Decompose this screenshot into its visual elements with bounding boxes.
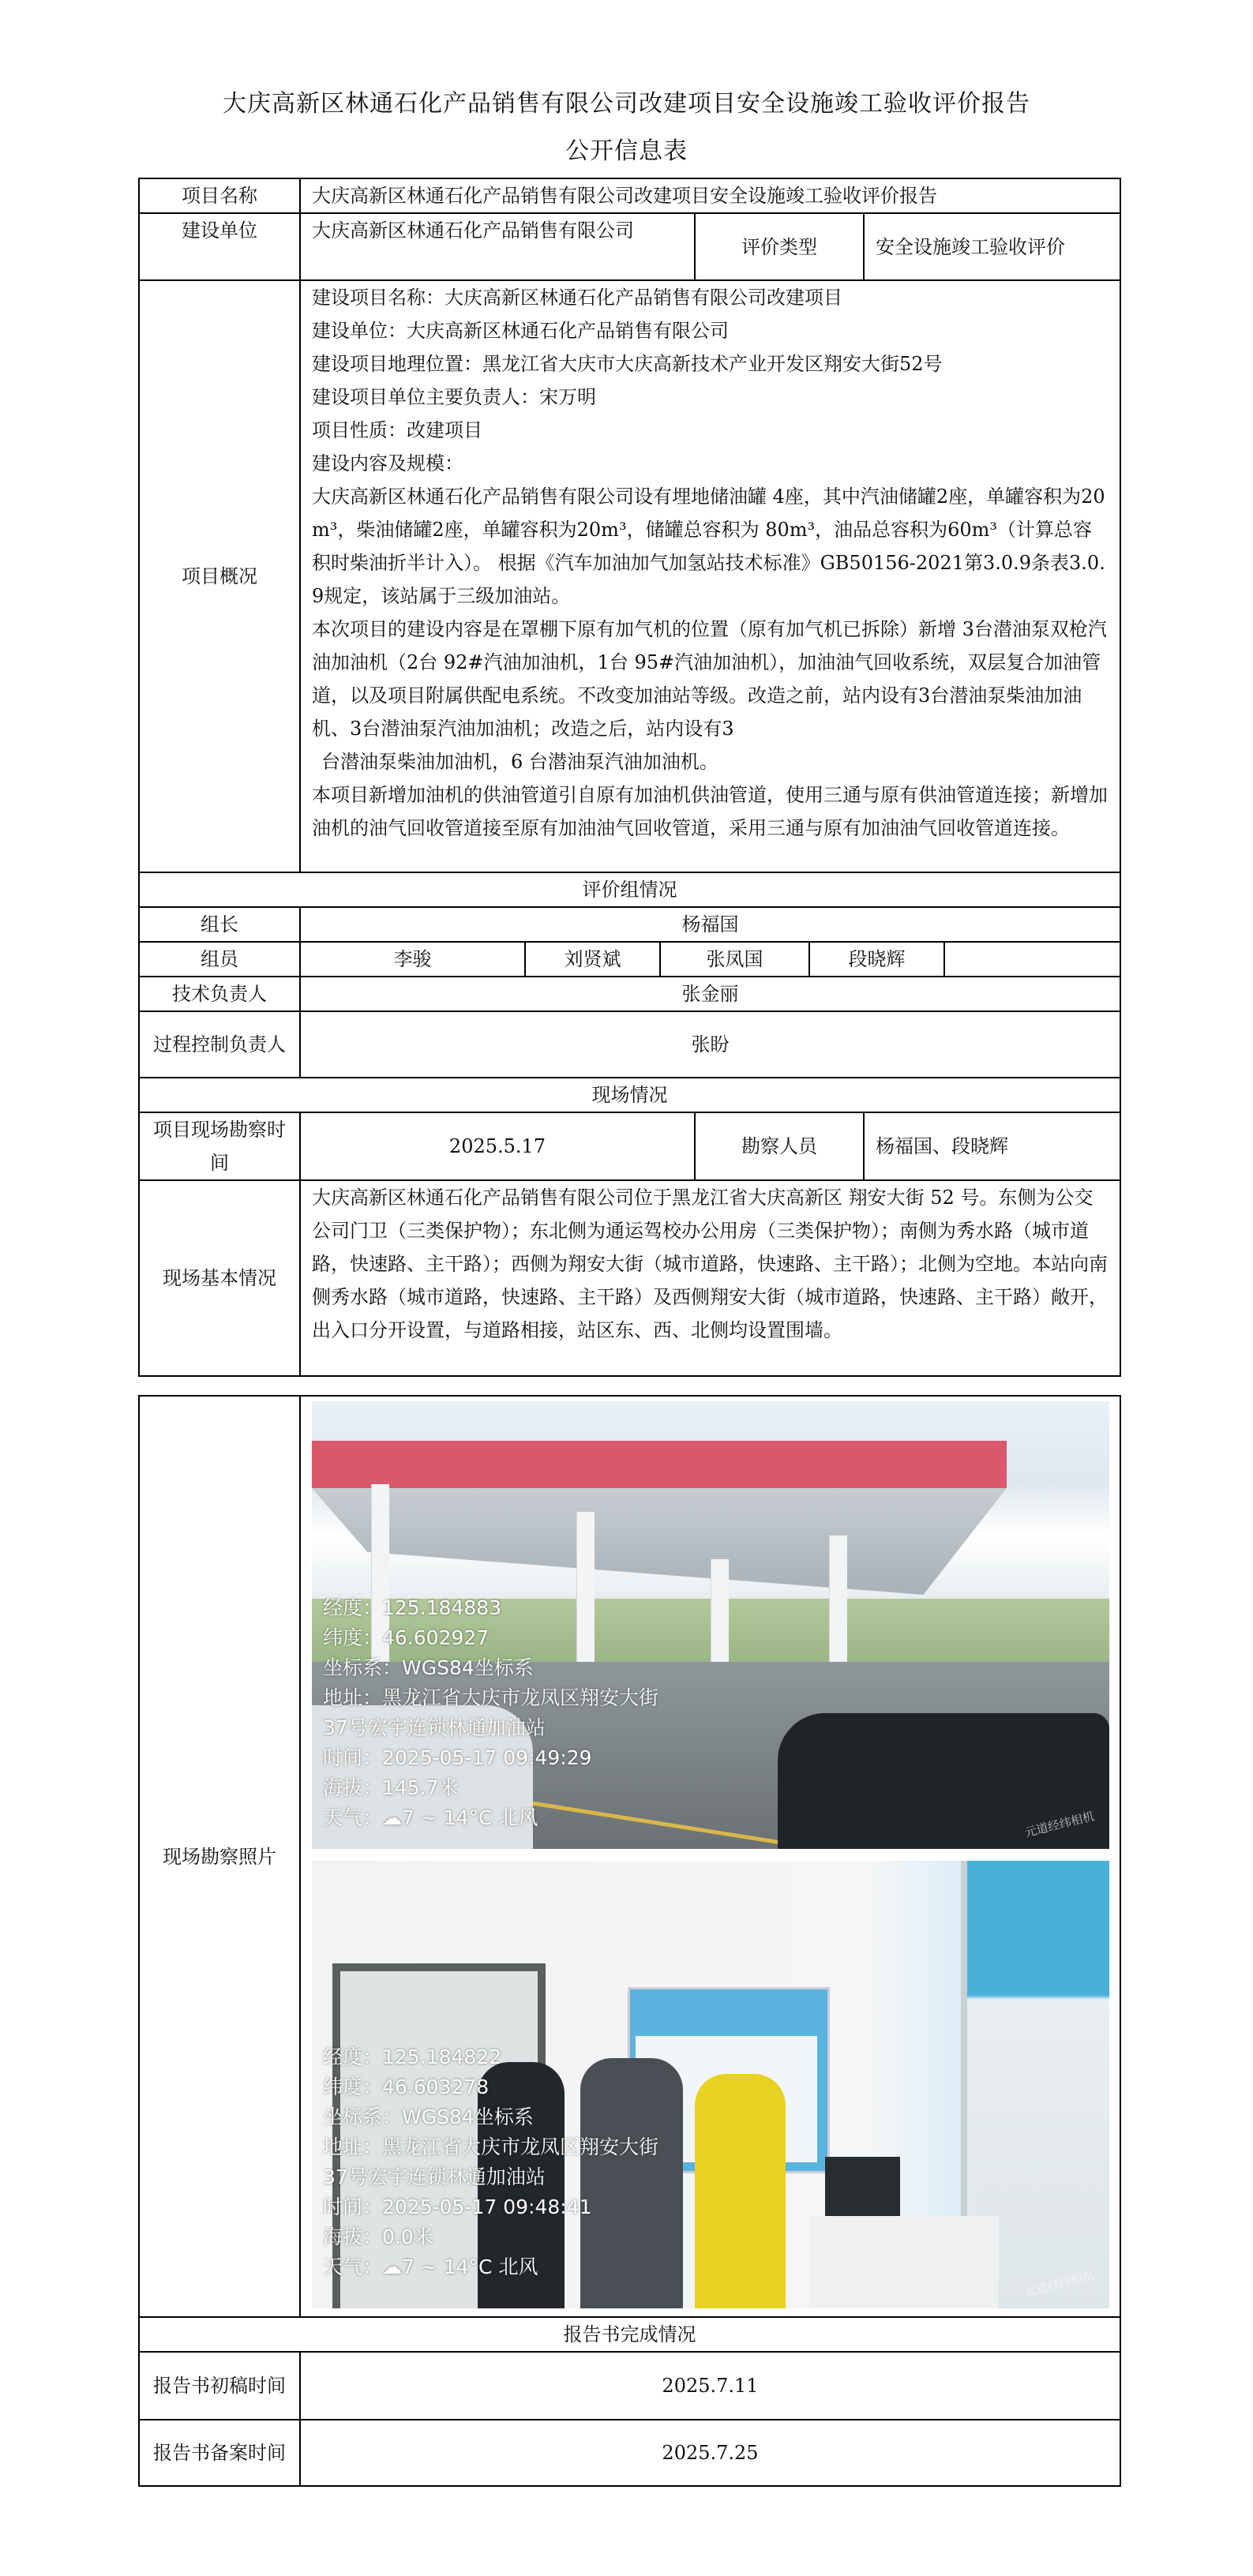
survey-time-value: 2025.5.17 xyxy=(300,1112,695,1180)
overlay-address-cont: 37号宏宇连锁林通加油站 xyxy=(323,2165,546,2188)
overlay-latitude: 纬度：46.603278 xyxy=(323,2075,490,2098)
member-5 xyxy=(944,942,1120,977)
draft-date: 2025.7.11 xyxy=(300,2352,1120,2420)
leader-value: 杨福国 xyxy=(300,907,1120,942)
row-site-header xyxy=(139,1078,1120,1112)
draft-label: 报告书初稿时间 xyxy=(139,2352,300,2420)
construction-unit-value: 大庆高新区林通石化产品销售有限公司 xyxy=(300,213,695,280)
monitor xyxy=(825,2157,900,2216)
overlay-weather: 天气：☁7 ~ 14°C 北风 xyxy=(323,2255,538,2278)
process-control-value: 张盼 xyxy=(300,1011,1120,1078)
overlay-time: 时间：2025-05-17 09:48:41 xyxy=(323,2195,592,2218)
overview-line-project-name: 建设项目名称：大庆高新区林通石化产品销售有限公司改建项目 xyxy=(312,287,842,309)
document-title: 大庆高新区林通石化产品销售有限公司改建项目安全设施竣工验收评价报告 xyxy=(223,90,1030,118)
camera-watermark: 元道经纬相机 xyxy=(1023,2268,1096,2300)
process-control-label: 过程控制负责人 xyxy=(139,1011,300,1078)
construction-unit-label: 建设单位 xyxy=(139,213,300,280)
overlay-longitude: 经度：125.184883 xyxy=(323,1596,502,1619)
site-photo-office xyxy=(312,1861,1109,2308)
row-project-name xyxy=(139,178,1120,213)
overview-paragraph-tanks: 大庆高新区林通石化产品销售有限公司设有埋地储油罐 4座，其中汽油储罐2座，单罐容积为20m³，柴油储罐2座，单罐容积为20m³，储罐总容积为 80m³，油品总容积为60m³（计算总容积时柴油折半计入）。 根据《汽车加油加气加氢站技术标准》GB50156-2021第3.0.9条表3.0.9规定，该站属于三级加油站。 xyxy=(312,486,1105,607)
row-tech-lead xyxy=(139,977,1120,1011)
overview-line-scope-heading: 建设内容及规模： xyxy=(312,452,463,474)
surveyors-value: 杨福国、段晓辉 xyxy=(864,1112,1120,1180)
site-basic-label: 现场基本情况 xyxy=(139,1180,300,1376)
row-process-control xyxy=(139,1011,1120,1078)
evaluation-type-label: 评价类型 xyxy=(695,213,864,280)
overlay-coord-system: 坐标系：WGS84坐标系 xyxy=(323,1656,534,1679)
overview-content xyxy=(300,280,1120,872)
overlay-address-cont: 37号宏宇连锁林通加油站 xyxy=(323,1716,546,1739)
overlay-address: 地址：黑龙江省大庆市龙凤区翔安大街 xyxy=(323,2135,659,2158)
overlay-altitude: 海拔：145.7米 xyxy=(323,1776,459,1799)
surveyors-label: 勘察人员 xyxy=(695,1112,864,1180)
person-yellow-uniform xyxy=(695,2074,786,2308)
tech-lead-value: 张金丽 xyxy=(300,977,1120,1011)
canopy-fascia xyxy=(312,1441,1007,1488)
project-name-label: 项目名称 xyxy=(139,178,300,213)
row-site-basic xyxy=(139,1180,1120,1376)
report-section-title: 报告书完成情况 xyxy=(139,2317,1120,2352)
photos-cell xyxy=(300,1396,1120,2317)
photo-geo-overlay xyxy=(323,1593,658,1833)
overview-paragraph-construction: 本次项目的建设内容是在罩棚下原有加气机的位置（原有加气机已拆除）新增 3台潜油泵双枪汽油加油机（2台 92#汽油加油机，1台 95#汽油加油机），加油油气回收系统，双层复合加油管道，以及项目附属供配电系统。不改变加油站等级。改造之前，站内设有3台潜油泵柴油加油机、3台潜油泵汽油加油机；改造之后，站内设有3 xyxy=(312,618,1107,740)
overlay-altitude: 海拔：0.0米 xyxy=(323,2225,433,2248)
filing-date: 2025.7.25 xyxy=(300,2420,1120,2486)
info-table xyxy=(138,178,1121,1377)
photos-report-table xyxy=(138,1395,1121,2487)
row-report-draft xyxy=(139,2352,1120,2420)
site-basic-text: 大庆高新区林通石化产品销售有限公司位于黑龙江省大庆高新区 翔安大街 52 号。东侧为公交公司门卫（三类保护物）；东北侧为通运驾校办公用房（三类保护物）；南侧为秀水路（城市道路，快速路、主干路）；西侧为翔安大街（城市道路，快速路、主干路）；北侧为空地。本站向南侧秀水路（城市道路，快速路、主干路）及西侧翔安大街（城市道路，快速路、主干路）敞开，出入口分开设置，与道路相接，站区东、西、北侧均设置围墙。 xyxy=(300,1180,1120,1376)
overlay-coord-system: 坐标系：WGS84坐标系 xyxy=(323,2105,534,2128)
evaluation-type-value: 安全设施竣工验收评价 xyxy=(864,213,1120,280)
row-team-header xyxy=(139,872,1120,907)
survey-time-label: 项目现场勘察时间 xyxy=(139,1112,300,1180)
leader-label: 组长 xyxy=(139,907,300,942)
overlay-latitude: 纬度：46.602927 xyxy=(323,1626,490,1649)
overview-paragraph-construction-cont: 台潜油泵柴油加油机，6 台潜油泵汽油加油机。 xyxy=(321,751,718,773)
row-construction-unit xyxy=(139,213,1120,280)
overview-line-unit: 建设单位：大庆高新区林通石化产品销售有限公司 xyxy=(312,320,729,342)
member-4: 段晓辉 xyxy=(809,942,944,977)
overview-line-principal: 建设项目单位主要负责人：宋万明 xyxy=(312,386,596,408)
overlay-time: 时间：2025-05-17 09:49:29 xyxy=(323,1746,592,1769)
row-team-leader xyxy=(139,907,1120,942)
project-name-value: 大庆高新区林通石化产品销售有限公司改建项目安全设施竣工验收评价报告 xyxy=(300,178,1120,213)
overlay-address: 地址：黑龙江省大庆市龙凤区翔安大街 xyxy=(323,1686,659,1709)
row-team-members xyxy=(139,942,1120,977)
row-survey xyxy=(139,1112,1120,1180)
site-photo-canopy xyxy=(312,1401,1109,1849)
row-report-filing xyxy=(139,2420,1120,2486)
photo-geo-overlay xyxy=(323,2042,658,2282)
row-report-header xyxy=(139,2317,1120,2352)
overlay-longitude: 经度：125.184822 xyxy=(323,2045,502,2068)
row-overview xyxy=(139,280,1120,872)
members-label: 组员 xyxy=(139,942,300,977)
overlay-weather: 天气：☁7 ~ 14°C 北风 xyxy=(323,1806,538,1829)
overview-paragraph-pipelines: 本项目新增加油机的供油管道引自原有加油机供油管道，使用三通与原有供油管道连接；新增加油机的油气回收管道接至原有加油油气回收管道，采用三通与原有加油油气回收管道连接。 xyxy=(312,784,1108,839)
member-3: 张凤国 xyxy=(660,942,809,977)
filing-label: 报告书备案时间 xyxy=(139,2420,300,2486)
overview-label: 项目概况 xyxy=(139,280,300,872)
camera-watermark: 元道经纬相机 xyxy=(1023,1809,1096,1840)
tech-lead-label: 技术负责人 xyxy=(139,977,300,1011)
member-1: 李骏 xyxy=(300,942,525,977)
overview-line-nature: 项目性质：改建项目 xyxy=(312,419,482,441)
canopy-ceiling xyxy=(312,1488,1007,1595)
member-2: 刘贤斌 xyxy=(525,942,660,977)
overview-line-location: 建设项目地理位置：黑龙江省大庆市大庆高新技术产业开发区翔安大街52号 xyxy=(312,353,943,375)
row-photos xyxy=(139,1396,1120,2317)
site-section-title: 现场情况 xyxy=(139,1078,1120,1112)
document-subtitle: 公开信息表 xyxy=(565,137,688,165)
photos-label: 现场勘察照片 xyxy=(139,1396,300,2317)
desk xyxy=(809,2216,999,2308)
evaluation-team-title: 评价组情况 xyxy=(139,872,1120,907)
